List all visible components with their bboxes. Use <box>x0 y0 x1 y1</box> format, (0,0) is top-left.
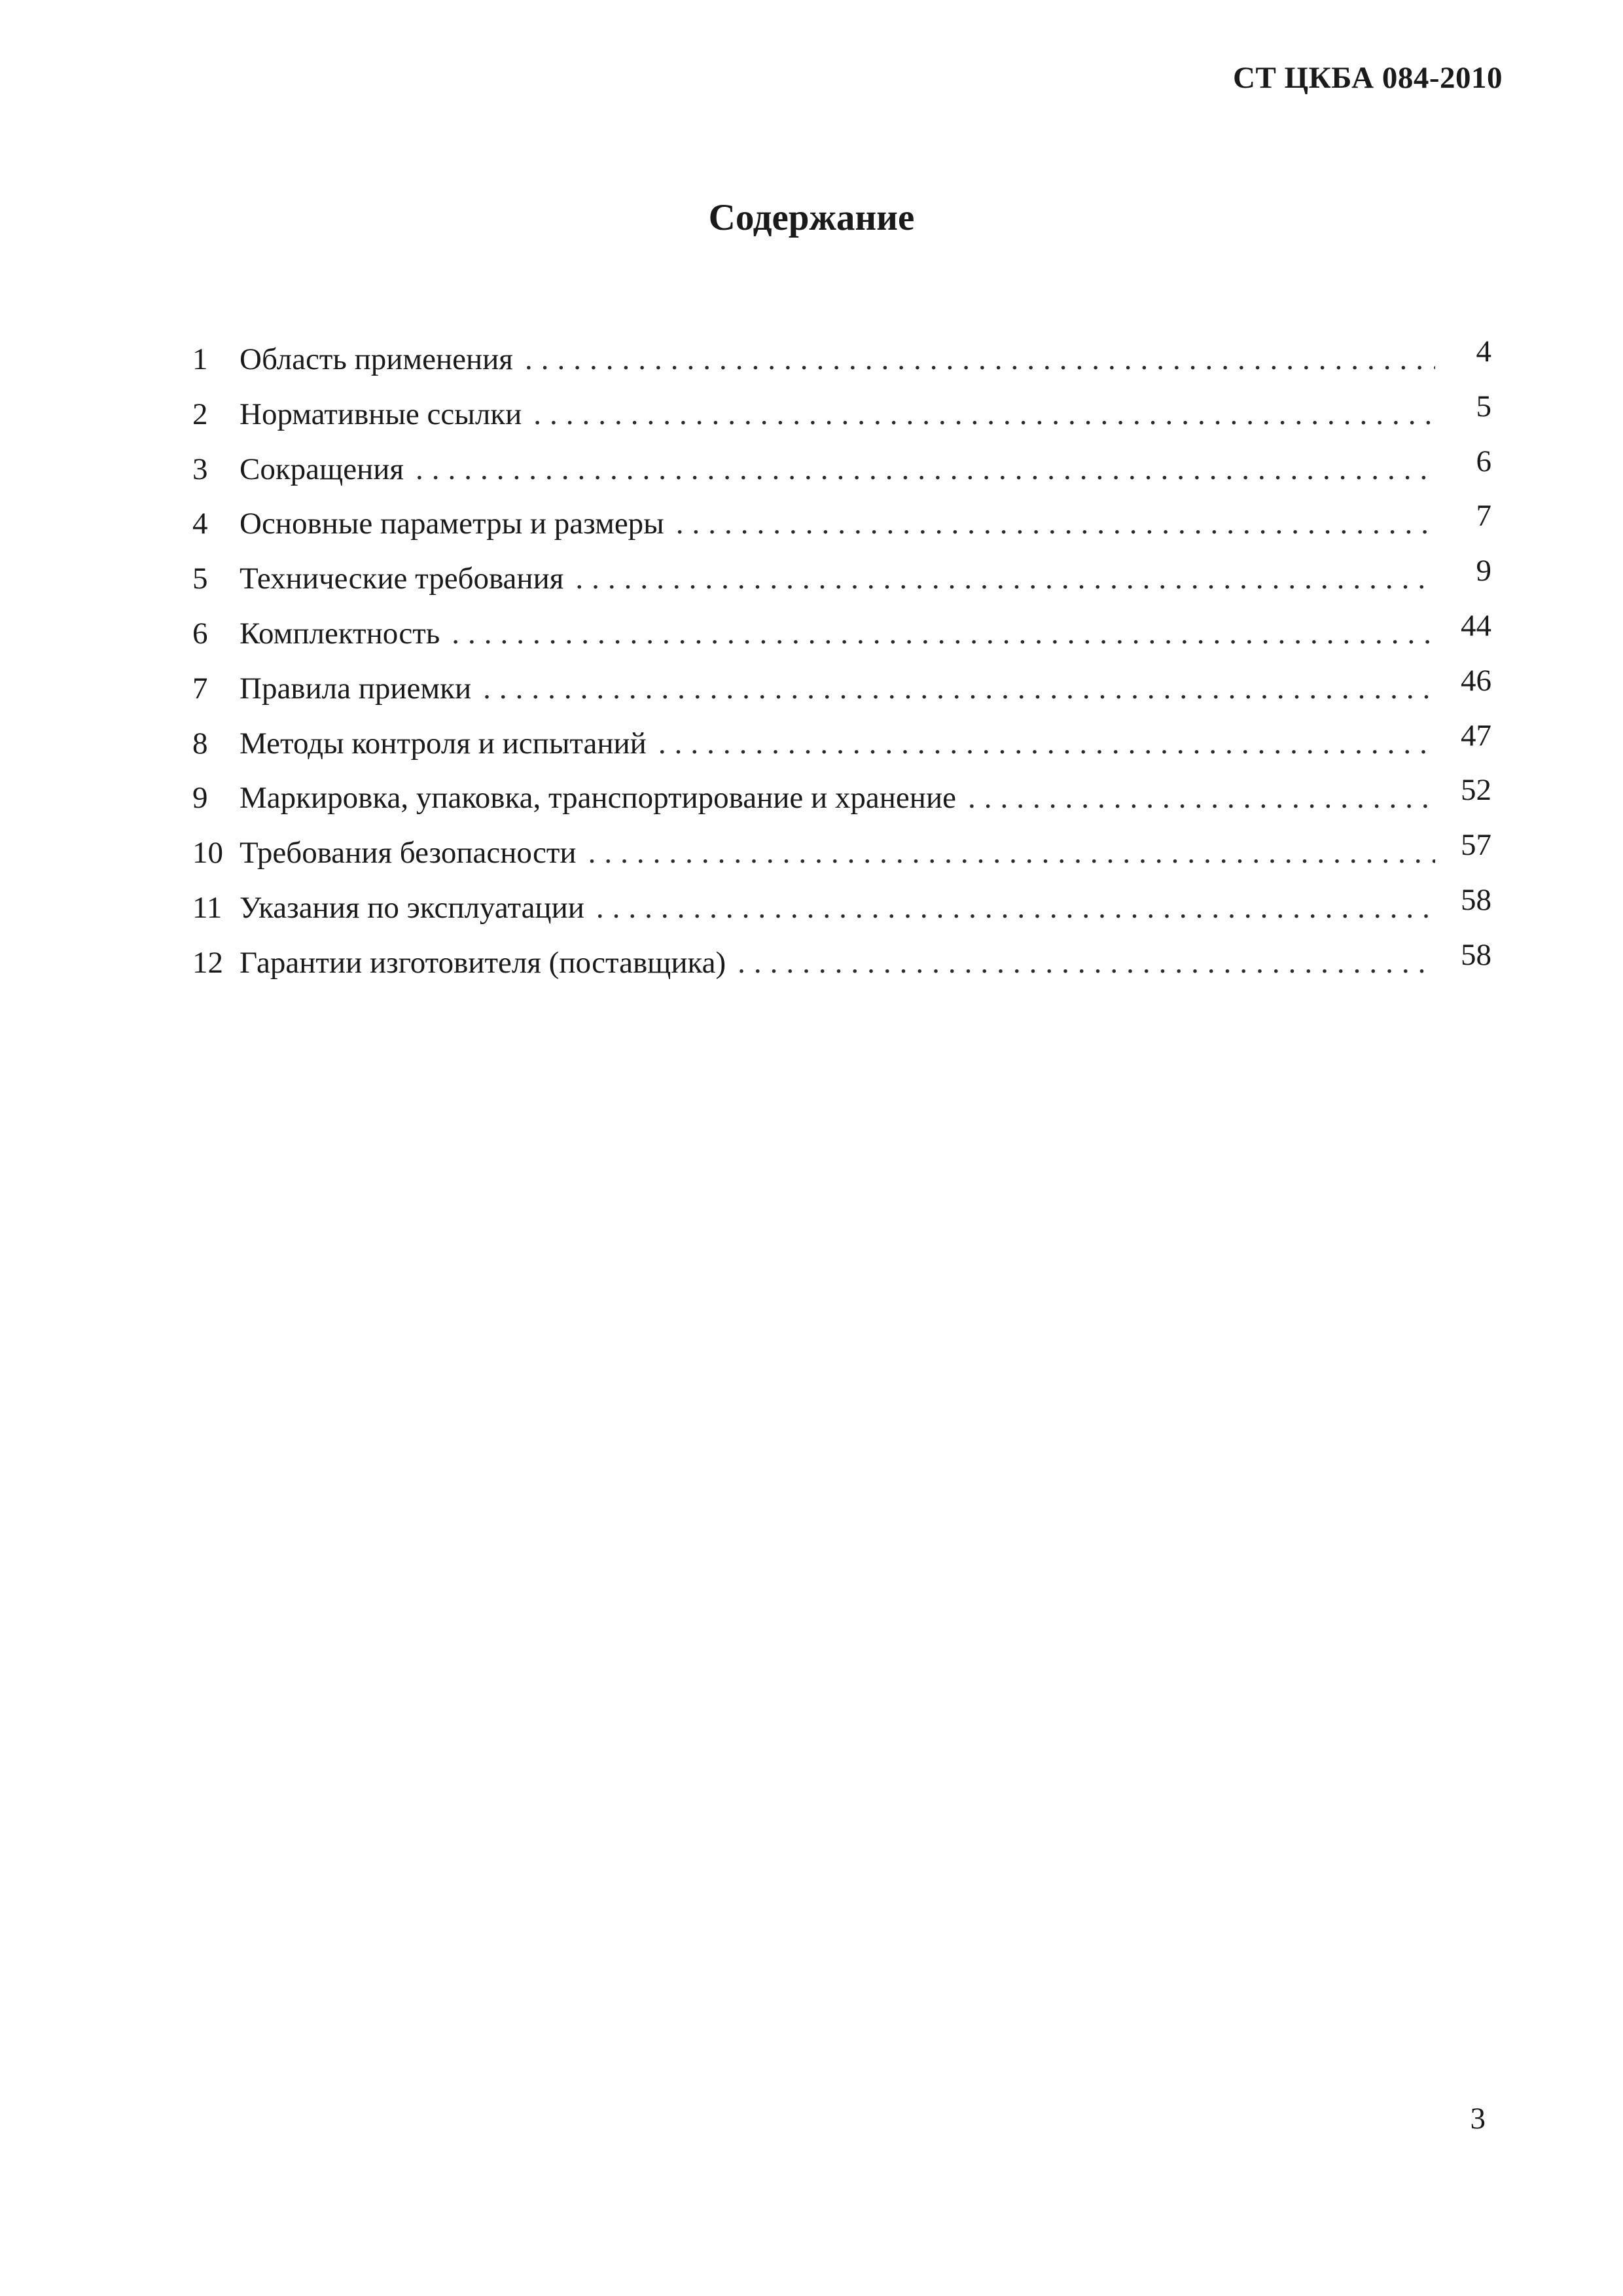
dot-leader <box>588 826 1435 881</box>
toc-entry-page: 58 <box>1461 882 1491 917</box>
page-number: 3 <box>1470 2102 1486 2136</box>
toc-entry-page: 5 <box>1476 389 1491 423</box>
toc-title: Содержание <box>708 197 915 238</box>
toc-entry-number: 11 <box>192 890 223 925</box>
toc-entry[interactable] <box>192 936 1491 991</box>
document-code: СТ ЦКБА 084-2010 <box>1233 61 1503 95</box>
dot-leader <box>416 442 1435 497</box>
toc-entry-title: Требования безопасности <box>240 836 577 870</box>
toc-entry[interactable] <box>192 387 1491 442</box>
toc-entry[interactable] <box>192 826 1491 881</box>
toc-entry-page: 46 <box>1461 663 1491 698</box>
toc-entry-page: 4 <box>1476 334 1491 368</box>
toc-entry-title: Технические требования <box>240 562 564 596</box>
toc-entry-number: 6 <box>192 616 208 651</box>
dot-leader <box>483 662 1435 717</box>
toc-entry-number: 2 <box>192 397 208 431</box>
toc-entry-title: Нормативные ссылки <box>240 397 522 431</box>
toc-entry-number: 4 <box>192 507 208 541</box>
toc-entry-title: Сокращения <box>240 452 404 486</box>
toc-entry[interactable] <box>192 442 1491 497</box>
table-of-contents <box>192 332 1491 991</box>
toc-entry-title: Основные параметры и размеры <box>240 507 664 541</box>
toc-entry-title: Указания по эксплуатации <box>240 890 584 925</box>
dot-leader <box>525 332 1435 387</box>
toc-entry[interactable] <box>192 771 1491 826</box>
dot-leader <box>575 552 1435 607</box>
toc-entry-page: 52 <box>1461 773 1491 808</box>
toc-entry-number: 9 <box>192 781 208 816</box>
toc-entry-page: 57 <box>1461 828 1491 863</box>
toc-entry-page: 6 <box>1476 444 1491 478</box>
toc-entry-title: Маркировка, упаковка, транспортирование и хранение <box>240 781 956 816</box>
toc-entry-page: 7 <box>1476 499 1491 533</box>
toc-entry-number: 12 <box>192 945 223 980</box>
toc-entry-title: Область применения <box>240 342 513 376</box>
toc-entry-number: 10 <box>192 836 223 870</box>
toc-entry[interactable] <box>192 332 1491 387</box>
toc-entry-page: 58 <box>1461 937 1491 972</box>
toc-entry[interactable] <box>192 552 1491 607</box>
toc-entry[interactable] <box>192 717 1491 772</box>
toc-entry-page: 47 <box>1461 718 1491 753</box>
toc-entry[interactable] <box>192 607 1491 662</box>
toc-entry-title: Методы контроля и испытаний <box>240 726 647 761</box>
toc-entry-title: Гарантии изготовителя (поставщика) <box>240 945 726 980</box>
toc-entry-page: 9 <box>1476 554 1491 588</box>
toc-entry[interactable] <box>192 662 1491 717</box>
toc-entry[interactable] <box>192 497 1491 552</box>
dot-leader <box>658 717 1435 772</box>
dot-leader <box>968 771 1435 826</box>
dot-leader <box>676 497 1435 552</box>
dot-leader <box>596 881 1435 936</box>
toc-entry[interactable] <box>192 881 1491 936</box>
toc-entry-title: Комплектность <box>240 616 440 651</box>
toc-entry-number: 5 <box>192 562 208 596</box>
dot-leader <box>452 607 1435 662</box>
toc-entry-number: 7 <box>192 671 208 706</box>
toc-entry-page: 44 <box>1461 608 1491 643</box>
toc-entry-number: 8 <box>192 726 208 761</box>
toc-entry-title: Правила приемки <box>240 671 472 706</box>
dot-leader <box>738 936 1435 991</box>
dot-leader <box>533 387 1435 442</box>
toc-entry-number: 1 <box>192 342 208 376</box>
toc-entry-number: 3 <box>192 452 208 486</box>
